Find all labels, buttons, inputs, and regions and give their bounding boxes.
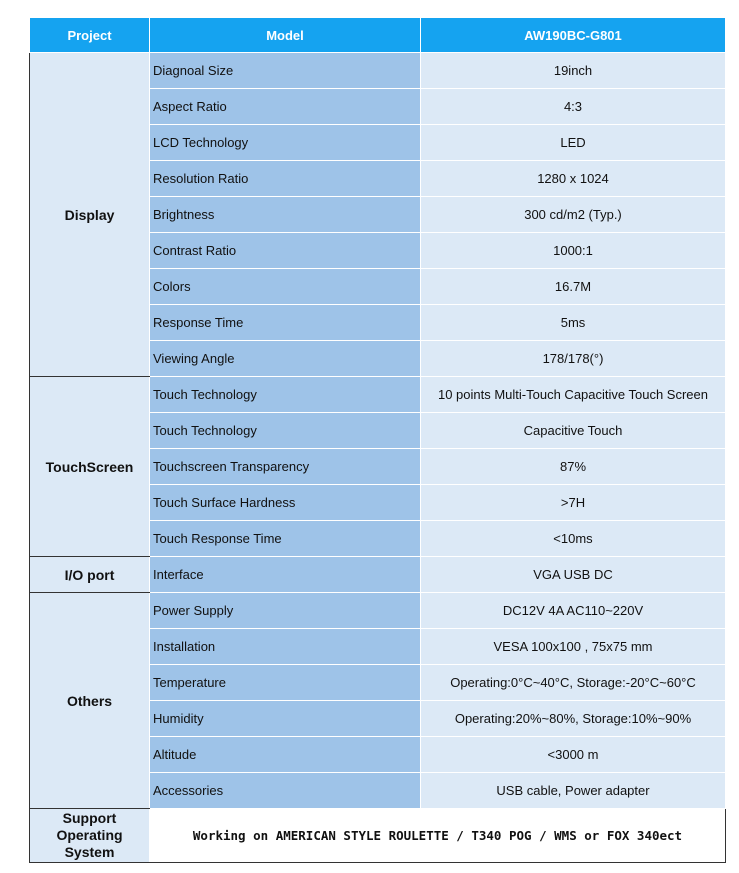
row-label: Installation	[150, 629, 421, 665]
row-value: Operating:20%~80%, Storage:10%~90%	[421, 701, 726, 737]
row-value: Capacitive Touch	[421, 413, 726, 449]
row-label: Resolution Ratio	[150, 161, 421, 197]
row-label: Touchscreen Transparency	[150, 449, 421, 485]
row-value: VESA 100x100 , 75x75 mm	[421, 629, 726, 665]
spec-table	[29, 17, 726, 863]
table-row	[30, 377, 726, 413]
table-row	[30, 53, 726, 89]
row-label: Humidity	[150, 701, 421, 737]
group-support-os: Support Operating System	[30, 809, 150, 863]
row-label: Diagnoal Size	[150, 53, 421, 89]
group-touchscreen: TouchScreen	[30, 377, 150, 557]
row-value: <3000 m	[421, 737, 726, 773]
row-value: 300 cd/m2 (Typ.)	[421, 197, 726, 233]
header-model-value: AW190BC-G801	[421, 18, 726, 53]
row-value: 1280 x 1024	[421, 161, 726, 197]
row-value: >7H	[421, 485, 726, 521]
support-os-value: Working on AMERICAN STYLE ROULETTE / T340 POG / WMS or FOX 340ect	[150, 809, 726, 863]
row-label: Power Supply	[150, 593, 421, 629]
row-label: Brightness	[150, 197, 421, 233]
group-display: Display	[30, 53, 150, 377]
row-label: Touch Technology	[150, 377, 421, 413]
row-value: 4:3	[421, 89, 726, 125]
table-row	[30, 557, 726, 593]
row-value: 10 points Multi-Touch Capacitive Touch Screen	[421, 377, 726, 413]
row-value: DC12V 4A AC110~220V	[421, 593, 726, 629]
row-value: USB cable, Power adapter	[421, 773, 726, 809]
row-value: 16.7M	[421, 269, 726, 305]
row-label: Altitude	[150, 737, 421, 773]
header-project: Project	[30, 18, 150, 53]
row-value: 87%	[421, 449, 726, 485]
header-model: Model	[150, 18, 421, 53]
row-label: Contrast Ratio	[150, 233, 421, 269]
row-value: <10ms	[421, 521, 726, 557]
row-value: 5ms	[421, 305, 726, 341]
row-label: Viewing Angle	[150, 341, 421, 377]
row-label: Colors	[150, 269, 421, 305]
row-label: Interface	[150, 557, 421, 593]
row-value: 19inch	[421, 53, 726, 89]
row-label: Response Time	[150, 305, 421, 341]
group-io-port: I/O port	[30, 557, 150, 593]
table-row	[30, 809, 726, 863]
row-label: Accessories	[150, 773, 421, 809]
row-label: LCD Technology	[150, 125, 421, 161]
row-value: VGA USB DC	[421, 557, 726, 593]
row-value: 178/178(°)	[421, 341, 726, 377]
row-value: 1000:1	[421, 233, 726, 269]
row-label: Touch Surface Hardness	[150, 485, 421, 521]
row-value: LED	[421, 125, 726, 161]
row-value: Operating:0°C~40°C, Storage:-20°C~60°C	[421, 665, 726, 701]
row-label: Aspect Ratio	[150, 89, 421, 125]
row-label: Temperature	[150, 665, 421, 701]
header-row	[30, 18, 726, 53]
table-row	[30, 593, 726, 629]
row-label: Touch Response Time	[150, 521, 421, 557]
group-others: Others	[30, 593, 150, 809]
row-label: Touch Technology	[150, 413, 421, 449]
